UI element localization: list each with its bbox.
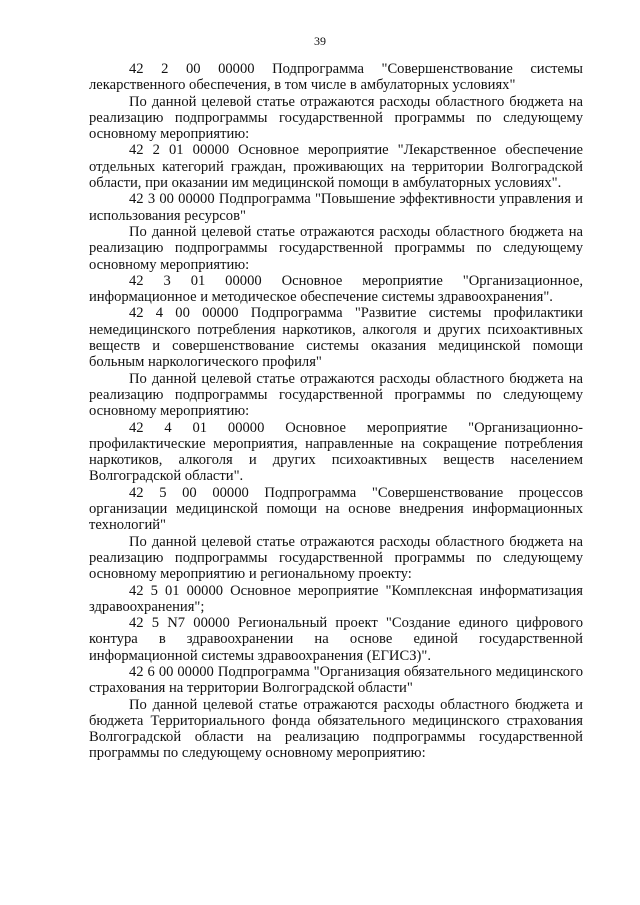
paragraph-description: По данной целевой статье отражаются расходы областного бюджета на реализацию подпрограммы государственной программы по следующему основному мероприятию: [89, 370, 583, 420]
paragraph-subprogram-42-2: 42 2 00 00000 Подпрограмма "Совершенствование системы лекарственного обеспечения, в том числе в амбулаторных условиях" [89, 61, 583, 94]
paragraph-description: По данной целевой статье отражаются расходы областного бюджета и бюджета Территориального фонда обязательного медицинского страхования Волгоградской области на реализацию подпрограммы государственной программы по следующему основному мероприятию: [89, 696, 583, 762]
paragraph-subprogram-42-4: 42 4 00 00000 Подпрограмма "Развитие системы профилактики немедицинского потребления наркотиков, алкоголя и других психоактивных веществ и совершенствование системы оказания медицинской помощи больным наркологического профиля" [89, 305, 583, 371]
paragraph-project-42-5-n7: 42 5 N7 00000 Региональный проект "Создание единого цифрового контура в здравоохранении на основе единой государственной информационной системы здравоохранения (ЕГИСЗ)". [89, 615, 583, 664]
paragraph-subprogram-42-3: 42 3 00 00000 Подпрограмма "Повышение эффективности управления и использования ресурсов" [89, 191, 583, 224]
page-number: 39 [314, 34, 326, 48]
paragraph-measure-42-3-01: 42 3 01 00000 Основное мероприятие "Организационное, информационное и методическое обеспечение системы здравоохранения". [89, 272, 583, 306]
paragraph-measure-42-2-01: 42 2 01 00000 Основное мероприятие "Лекарственное обеспечение отдельных категорий граждан, проживающих на территории Волгоградской области, при оказании им медицинской помощи в амбулаторных условиях". [89, 142, 583, 192]
paragraph-description: По данной целевой статье отражаются расходы областного бюджета на реализацию подпрограммы государственной программы по следующему основному мероприятию и региональному проекту: [89, 533, 583, 583]
paragraph-measure-42-5-01: 42 5 01 00000 Основное мероприятие "Комплексная информатизация здравоохранения"; [89, 582, 583, 615]
document-body [89, 61, 583, 762]
paragraph-description: По данной целевой статье отражаются расходы областного бюджета на реализацию подпрограммы государственной программы по следующему основному мероприятию: [89, 223, 583, 273]
paragraph-description: По данной целевой статье отражаются расходы областного бюджета на реализацию подпрограммы государственной программы по следующему основному мероприятию: [89, 93, 583, 143]
paragraph-measure-42-4-01: 42 4 01 00000 Основное мероприятие "Организационно-профилактические мероприятия, направленные на сокращение потребления наркотиков, алкоголя и других психоактивных веществ населением Волгоградской области". [89, 419, 583, 485]
paragraph-subprogram-42-5: 42 5 00 00000 Подпрограмма "Совершенствование процессов организации медицинской помощи на основе внедрения информационных технологий" [89, 484, 583, 534]
paragraph-subprogram-42-6: 42 6 00 00000 Подпрограмма "Организация обязательного медицинского страхования на территории Волгоградской области" [89, 663, 583, 697]
